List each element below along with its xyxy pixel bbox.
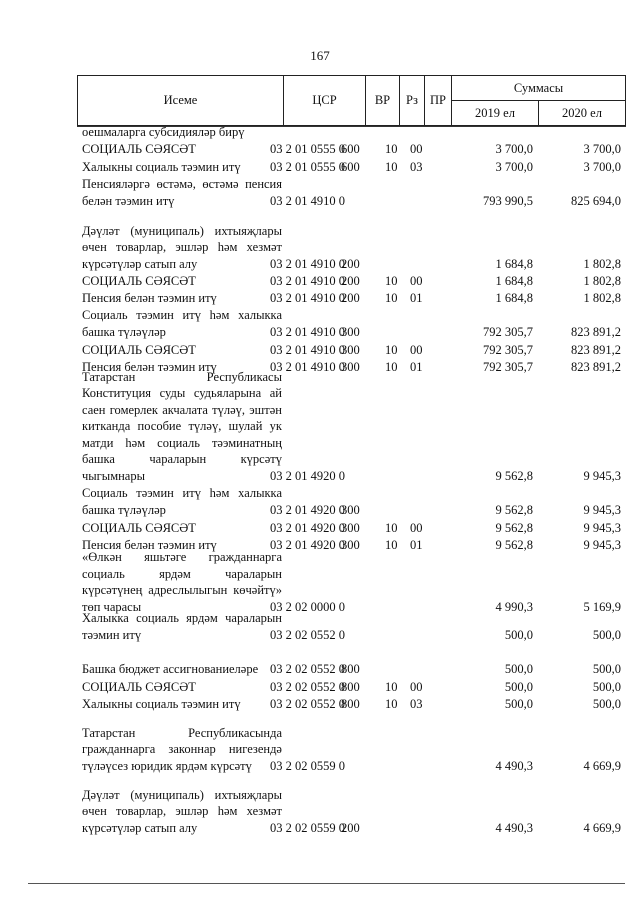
row-sum-2019: 500,0 [504, 628, 533, 642]
row-sum-2020: 1 802,8 [583, 291, 621, 305]
row-sum-2019: 500,0 [504, 662, 533, 676]
header-name: Исеме [77, 75, 284, 126]
row-name: Татарстан Республикасы Конституция суды судьяларына ай саен гомерлек акчалата түләү, эштән китканда пособие түләү, шулай ук матди һәм социаль тәэминатның башка чараларын күрсәтү чыгымнары [82, 369, 282, 483]
row-name: Пенсияләргә өстәмә, өстәмә пенсия белән тәэмин итү [82, 177, 282, 208]
header-rz: Рз [399, 75, 425, 126]
footer-divider [28, 883, 625, 884]
row-csr: 03 2 01 4910 0 [270, 194, 345, 208]
table-row [77, 609, 626, 643]
row-sum-2020: 500,0 [592, 628, 621, 642]
row-name: СОЦИАЛЬ СӘЯСӘТ [82, 273, 196, 288]
header-2019: 2019 ел [451, 100, 539, 126]
row-vr: 300 [341, 521, 360, 535]
header-sums: Суммасы [451, 75, 626, 101]
row-csr: 03 2 01 4910 0 [270, 343, 345, 357]
row-csr: 03 2 02 0000 0 [270, 600, 345, 614]
table-row [77, 547, 626, 615]
row-sum-2020: 9 945,3 [583, 503, 621, 517]
row-pr: 01 [410, 291, 423, 305]
row-pr: 01 [410, 360, 423, 374]
row-sum-2020: 823 891,2 [571, 360, 621, 374]
row-sum-2019: 793 990,5 [483, 194, 533, 208]
row-name: Халыкка социаль ярдәм чараларын тәэмин итү [82, 611, 282, 642]
row-name: Башка бюджет ассигнованиеләре [82, 661, 259, 676]
row-csr: 03 2 01 4910 0 [270, 257, 345, 271]
row-vr: 200 [341, 291, 360, 305]
row-sum-2019: 4 490,3 [495, 759, 533, 773]
row-sum-2019: 9 562,8 [495, 521, 533, 535]
row-sum-2019: 1 684,8 [495, 291, 533, 305]
row-pr: 00 [410, 680, 423, 694]
table-row [77, 643, 626, 677]
row-sum-2020: 1 802,8 [583, 257, 621, 271]
row-csr: 03 2 02 0552 0 [270, 680, 345, 694]
row-sum-2020: 9 945,3 [583, 538, 621, 552]
row-sum-2019: 3 700,0 [495, 142, 533, 156]
row-name: Халыкны социаль тәэмин итү [82, 696, 241, 711]
row-vr: 300 [341, 343, 360, 357]
table-row [77, 273, 626, 289]
row-vr: 300 [341, 538, 360, 552]
row-csr: 03 2 01 4910 0 [270, 360, 345, 374]
row-sum-2020: 825 694,0 [571, 194, 621, 208]
header-vr: ВР [365, 75, 400, 126]
row-pr: 00 [410, 343, 423, 357]
table-row [77, 484, 626, 518]
row-sum-2019: 792 305,7 [483, 343, 533, 357]
row-pr: 00 [410, 521, 423, 535]
row-csr: 03 2 01 4920 0 [270, 503, 345, 517]
row-name: Социаль тәэмин итү һәм халыкка башка түләүләр [82, 486, 282, 517]
row-csr: 03 2 01 4910 0 [270, 325, 345, 339]
row-vr: 800 [341, 662, 360, 676]
row-csr: 03 2 01 0555 0 [270, 142, 345, 156]
row-csr: 03 2 02 0559 0 [270, 821, 345, 835]
row-pr: 00 [410, 142, 423, 156]
row-name: Пенсия белән тәэмин итү [82, 537, 217, 552]
table-row [77, 369, 626, 484]
row-name: СОЦИАЛЬ СӘЯСӘТ [82, 141, 196, 156]
row-vr: 300 [341, 503, 360, 517]
row-vr: 200 [341, 257, 360, 271]
row-sum-2020: 5 169,9 [583, 600, 621, 614]
row-rz: 10 [385, 160, 398, 174]
row-sum-2019: 3 700,0 [495, 160, 533, 174]
row-rz: 10 [385, 360, 398, 374]
row-vr: 600 [341, 160, 360, 174]
row-vr: 200 [341, 821, 360, 835]
table-header [77, 75, 626, 126]
row-rz: 10 [385, 521, 398, 535]
row-vr: 800 [341, 697, 360, 711]
row-sum-2020: 500,0 [592, 680, 621, 694]
table-row [77, 306, 626, 340]
row-sum-2019: 9 562,8 [495, 503, 533, 517]
row-rz: 10 [385, 291, 398, 305]
row-pr: 01 [410, 538, 423, 552]
row-name: Пенсия белән тәэмин итү [82, 359, 217, 374]
row-sum-2020: 3 700,0 [583, 142, 621, 156]
row-sum-2020: 1 802,8 [583, 274, 621, 288]
table-row [77, 520, 626, 536]
row-csr: 03 2 02 0552 0 [270, 662, 345, 676]
row-name: Татарстан Республикасында гражданнарга законнар нигезендә түләүсез юридик ярдәм күрсәтү [82, 725, 282, 773]
row-csr: 03 2 01 0555 0 [270, 160, 345, 174]
row-sum-2019: 792 305,7 [483, 360, 533, 374]
table-row [77, 679, 626, 695]
row-sum-2019: 1 684,8 [495, 257, 533, 271]
row-csr: 03 2 01 4920 0 [270, 521, 345, 535]
table-row [77, 768, 626, 836]
row-vr: 300 [341, 360, 360, 374]
row-sum-2020: 500,0 [592, 662, 621, 676]
row-vr: 200 [341, 274, 360, 288]
row-csr: 03 2 01 4920 0 [270, 469, 345, 483]
row-sum-2020: 823 891,2 [571, 343, 621, 357]
row-sum-2020: 3 700,0 [583, 160, 621, 174]
table-row [77, 204, 626, 272]
row-sum-2020: 823 891,2 [571, 325, 621, 339]
row-sum-2019: 4 490,3 [495, 821, 533, 835]
row-sum-2020: 4 669,9 [583, 759, 621, 773]
row-pr: 03 [410, 160, 423, 174]
row-name: Пенсия белән тәэмин итү [82, 290, 217, 305]
row-rz: 10 [385, 697, 398, 711]
row-csr: 03 2 02 0552 0 [270, 628, 345, 642]
row-pr: 00 [410, 274, 423, 288]
row-csr: 03 2 02 0559 0 [270, 759, 345, 773]
row-rz: 10 [385, 274, 398, 288]
row-name: СОЦИАЛЬ СӘЯСӘТ [82, 520, 196, 535]
row-sum-2020: 9 945,3 [583, 521, 621, 535]
row-name: СОЦИАЛЬ СӘЯСӘТ [82, 679, 196, 694]
row-sum-2019: 9 562,8 [495, 538, 533, 552]
row-vr: 600 [341, 142, 360, 156]
row-sum-2019: 9 562,8 [495, 469, 533, 483]
table-row [77, 159, 626, 175]
row-vr: 800 [341, 680, 360, 694]
row-sum-2020: 4 669,9 [583, 821, 621, 835]
row-rz: 10 [385, 680, 398, 694]
table-row [77, 706, 626, 774]
row-name: СОЦИАЛЬ СӘЯСӘТ [82, 342, 196, 357]
row-sum-2020: 500,0 [592, 697, 621, 711]
row-rz: 10 [385, 142, 398, 156]
row-vr: 300 [341, 325, 360, 339]
row-rz: 10 [385, 343, 398, 357]
table-row [77, 290, 626, 306]
row-csr: 03 2 01 4910 0 [270, 274, 345, 288]
header-csr: ЦСР [283, 75, 366, 126]
row-sum-2019: 792 305,7 [483, 325, 533, 339]
row-name: Халыкны социаль тәэмин итү [82, 159, 241, 174]
row-sum-2019: 500,0 [504, 680, 533, 694]
table-row [77, 141, 626, 157]
row-sum-2019: 500,0 [504, 697, 533, 711]
table-row [77, 342, 626, 358]
row-name: «Өлкән яшьтәге гражданнарга социаль ярдәм чараларын күрсәтүнең адреслылыгын көчәйтү» төп чарасы [82, 550, 282, 614]
row-name: Дәүләт (муниципаль) ихтыяҗлары өчен товарлар, эшләр һәм хезмәт күрсәтүләр сатып алу [82, 223, 282, 271]
header-pr: ПР [424, 75, 452, 126]
row-name: оешмаларга субсидияләр бирү [82, 124, 245, 139]
row-pr: 03 [410, 697, 423, 711]
row-name: Дәүләт (муниципаль) ихтыяҗлары өчен товарлар, эшләр һәм хезмәт күрсәтүләр сатып алу [82, 787, 282, 835]
table-row [77, 125, 626, 140]
row-rz: 10 [385, 538, 398, 552]
row-sum-2020: 9 945,3 [583, 469, 621, 483]
row-sum-2019: 1 684,8 [495, 274, 533, 288]
row-name: Социаль тәэмин итү һәм халыкка башка түләүләр [82, 308, 282, 339]
header-2020: 2020 ел [538, 100, 626, 126]
row-csr: 03 2 01 4910 0 [270, 291, 345, 305]
row-sum-2019: 4 990,3 [495, 600, 533, 614]
page-number: 167 [310, 48, 330, 63]
row-csr: 03 2 02 0552 0 [270, 697, 345, 711]
row-csr: 03 2 01 4920 0 [270, 538, 345, 552]
